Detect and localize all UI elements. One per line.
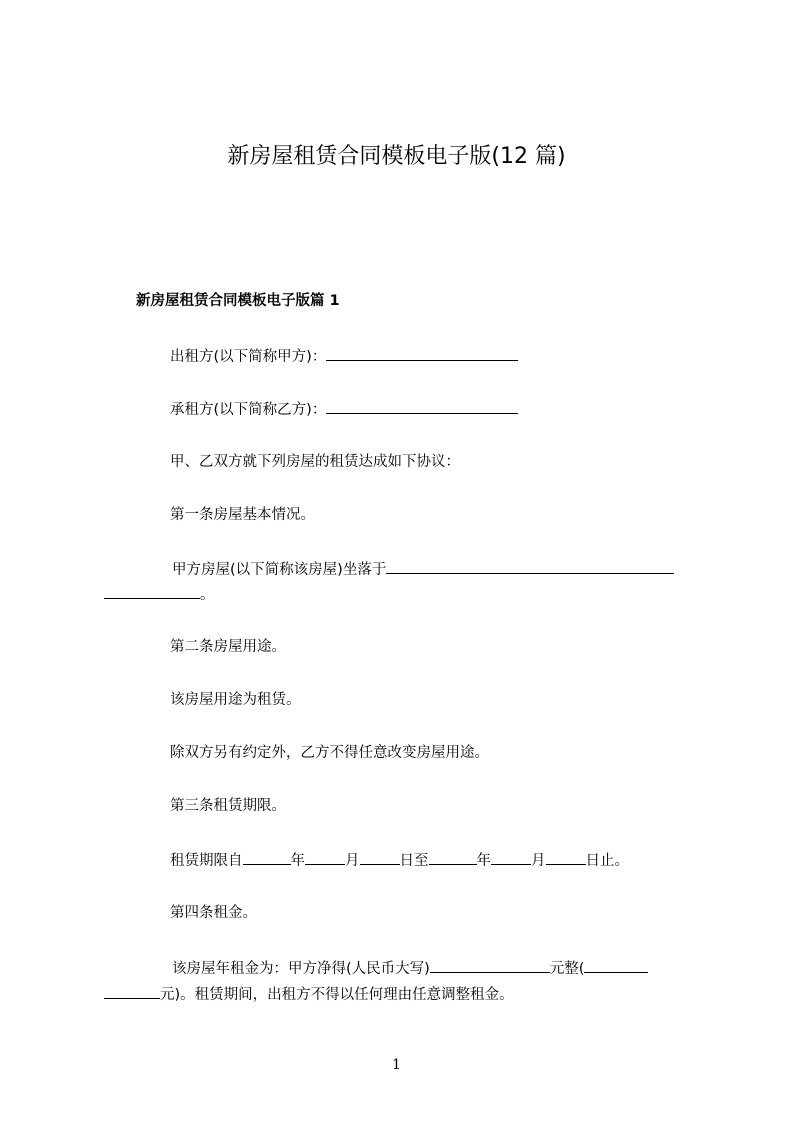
article1-title: 第一条房屋基本情况。 — [170, 507, 315, 523]
rent-line — [172, 957, 648, 979]
article4-title: 第四条租金。 — [170, 905, 257, 921]
term-year-2: 年 — [476, 853, 491, 869]
term-month-2: 月 — [531, 853, 546, 869]
rent-amount-number-blank — [584, 957, 648, 973]
term-year: 年 — [290, 853, 305, 869]
lessee-blank — [326, 398, 518, 414]
article1-location-line — [172, 558, 674, 580]
end-month-blank — [491, 849, 531, 865]
article2-text1: 该房屋用途为租赁。 — [170, 692, 301, 708]
article1-location-continuation — [104, 583, 215, 605]
article3-title: 第三条租赁期限。 — [170, 798, 286, 814]
article1-text: 甲方房屋(以下简称该房屋)坐落于 — [172, 562, 387, 578]
article2-text2: 除双方另有约定外，乙方不得任意改变房屋用途。 — [170, 745, 489, 761]
article1-end: 。 — [200, 587, 215, 603]
term-prefix: 租赁期限自 — [170, 853, 243, 869]
section-heading: 新房屋租赁合同模板电子版篇 1 — [136, 293, 340, 309]
start-month-blank — [305, 849, 345, 865]
document-title: 新房屋租赁合同模板电子版(12 篇) — [227, 144, 566, 169]
article2-title: 第二条房屋用途。 — [170, 639, 286, 655]
agreement-intro: 甲、乙双方就下列房屋的租赁达成如下协议： — [170, 454, 460, 470]
end-year-blank — [429, 849, 477, 865]
rent-continuation-line — [104, 983, 514, 1005]
rent-yuan: 元整( — [549, 961, 585, 977]
term-line — [170, 849, 629, 871]
rent-amount-words-blank — [430, 957, 550, 973]
term-end: 日止。 — [585, 853, 629, 869]
rent-prefix: 该房屋年租金为：甲方净得(人民币大写) — [172, 961, 430, 977]
term-month: 月 — [345, 853, 360, 869]
end-day-blank — [546, 849, 586, 865]
lessee-label: 承租方(以下简称乙方)： — [170, 402, 327, 418]
rent-amount-number-blank-cont — [104, 983, 160, 999]
lessee-line — [170, 398, 518, 420]
lessor-label: 出租方(以下简称甲方)： — [170, 349, 327, 365]
location-blank-cont — [104, 583, 200, 599]
rent-continuation: 元)。租赁期间，出租方不得以任何理由任意调整租金。 — [160, 987, 514, 1003]
lessor-blank — [326, 345, 518, 361]
start-day-blank — [360, 849, 400, 865]
lessor-line — [170, 345, 518, 367]
start-year-blank — [243, 849, 291, 865]
term-day-to: 日至 — [399, 853, 429, 869]
page-number: 1 — [392, 1057, 401, 1073]
location-blank — [386, 558, 674, 574]
